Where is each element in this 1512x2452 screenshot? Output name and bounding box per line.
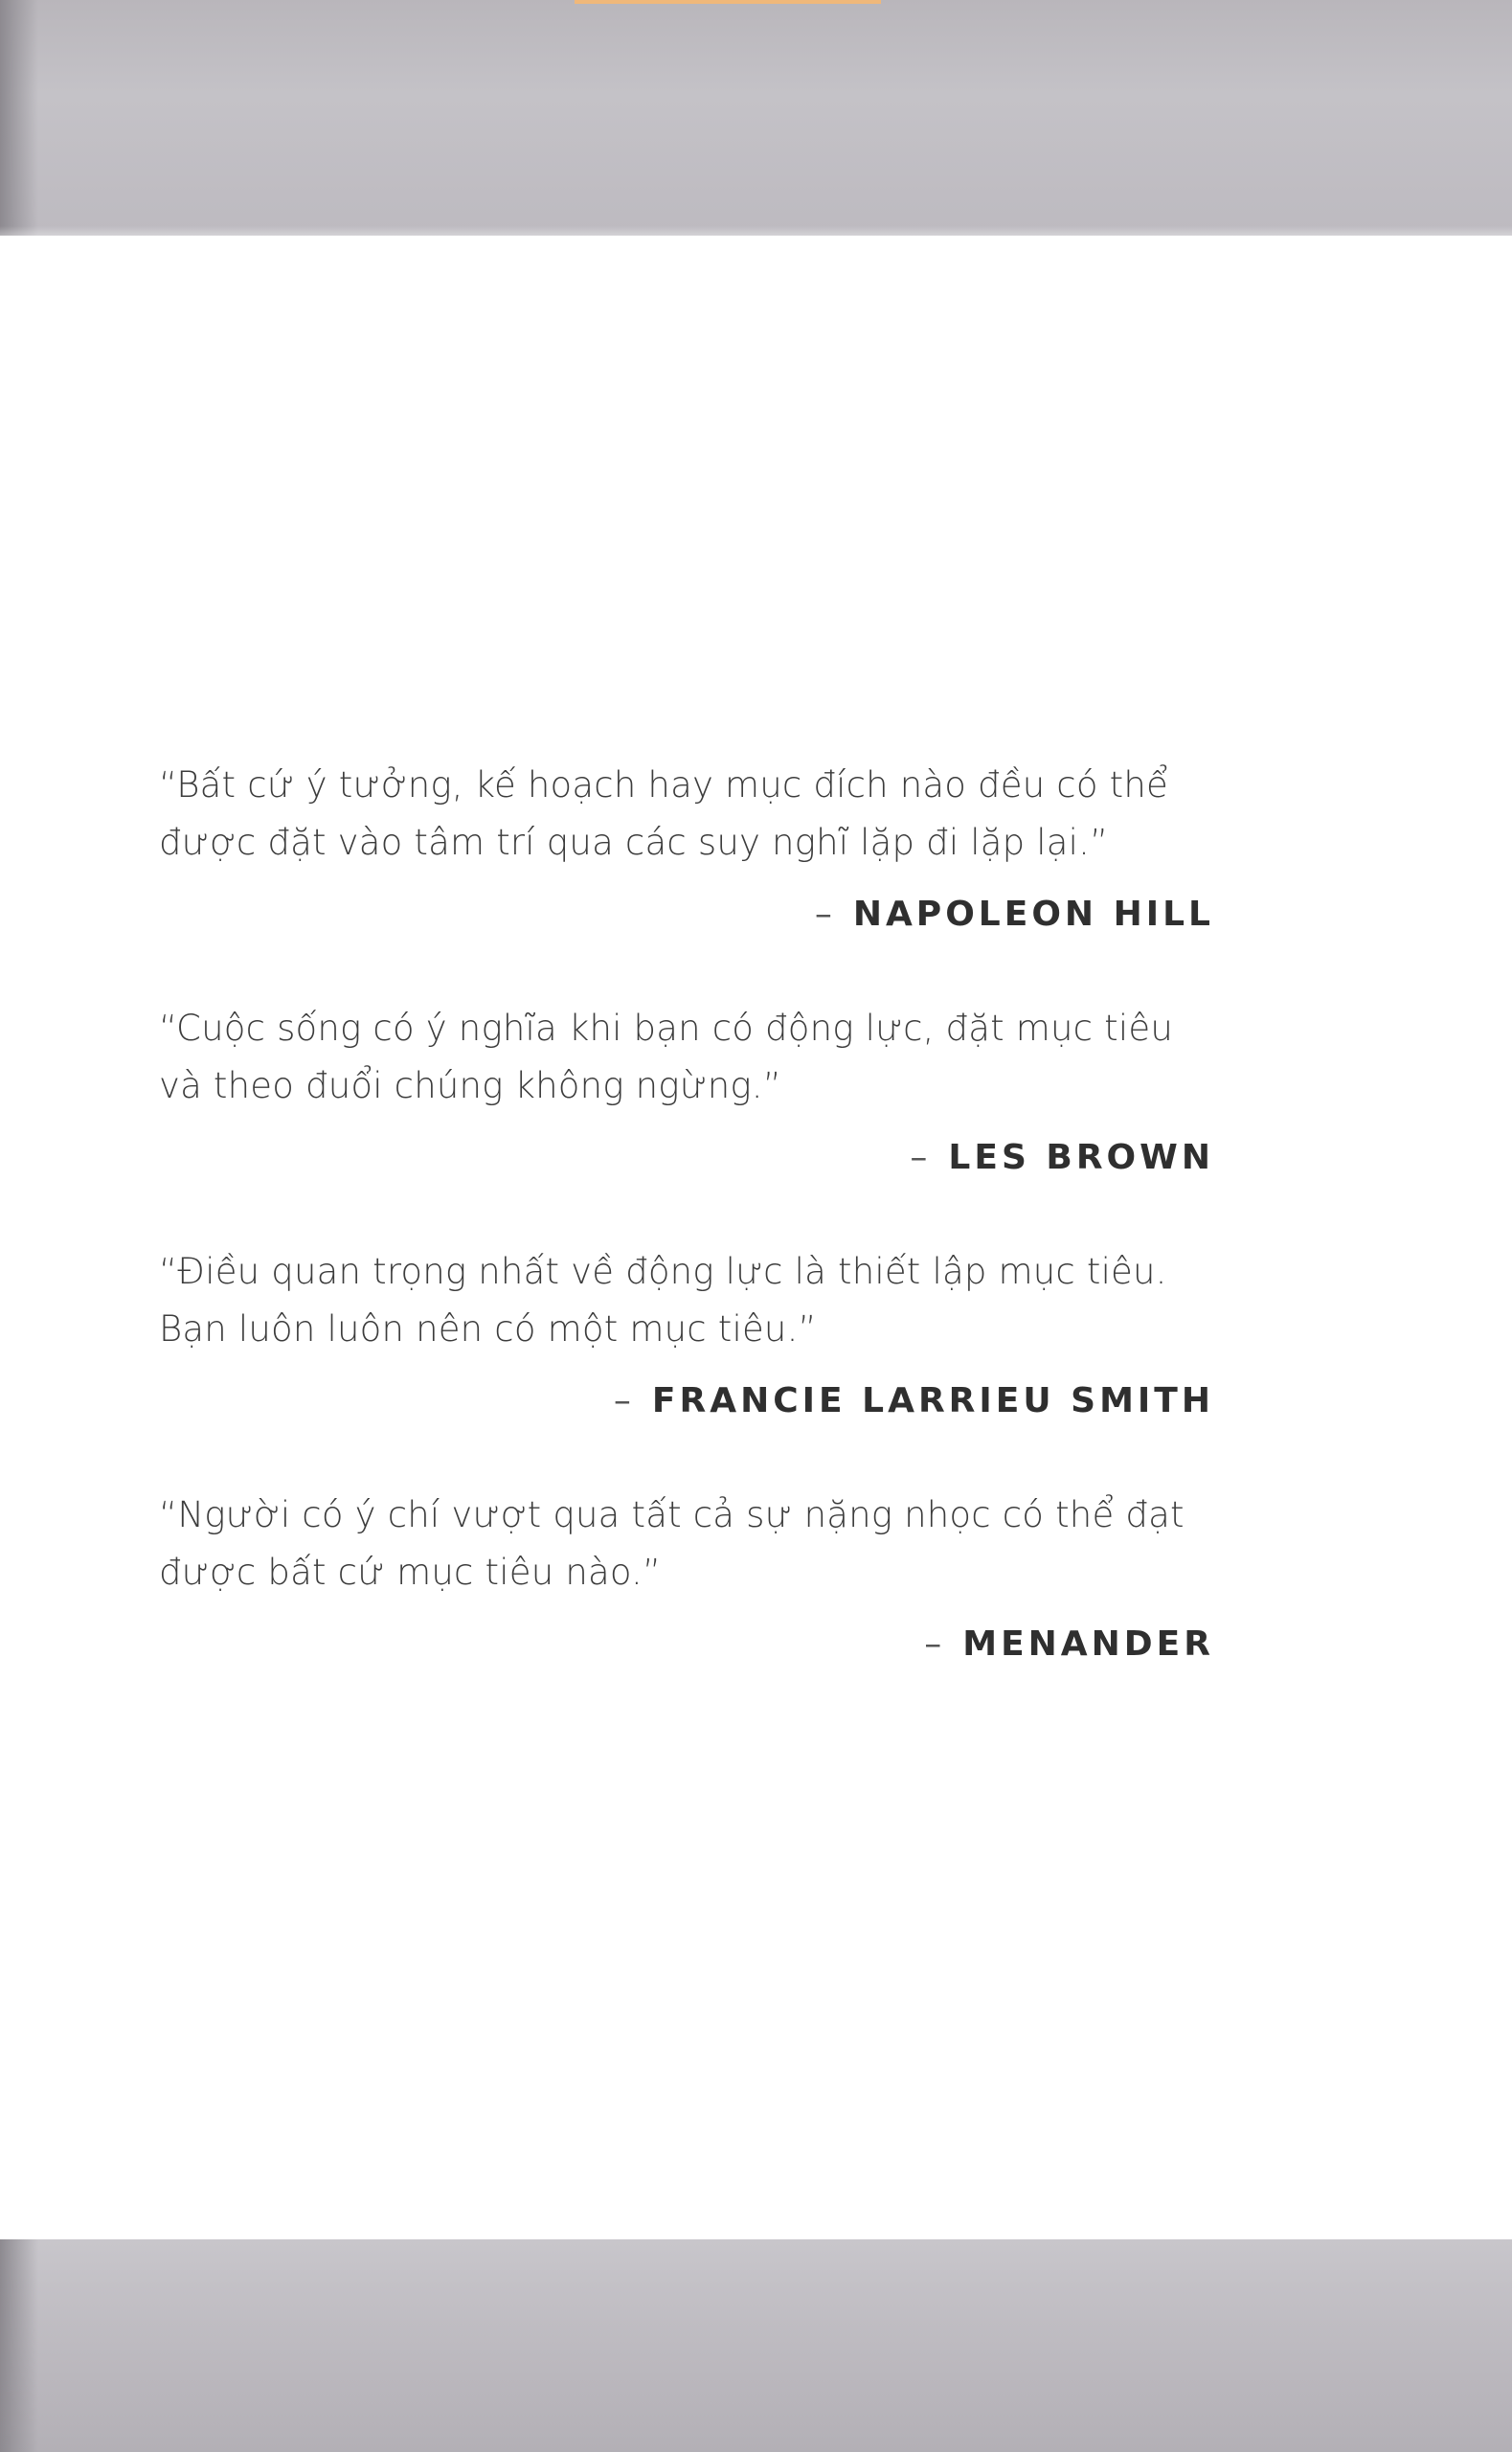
quote-author <box>159 1623 1214 1667</box>
author-name: NAPOLEON HILL <box>852 895 1214 934</box>
quote-author <box>159 893 1214 937</box>
bottom-page-band <box>0 2239 1512 2452</box>
author-dash: – <box>924 1624 946 1664</box>
quote-block <box>159 1243 1214 1423</box>
quote-author <box>159 1136 1214 1180</box>
quote-text: “Cuộc sống có ý nghĩa khi bạn có động lực, đặt mục tiêu và theo đuổi chúng không ngừng.” <box>159 1008 1173 1106</box>
quote-text: “Bất cứ ý tưởng, kế hoạch hay mục đích nào đều có thể được đặt vào tâm trí qua các suy nghĩ lặp đi lặp lại.” <box>159 764 1168 863</box>
quotes-section <box>159 757 1214 1730</box>
quote-author <box>159 1379 1214 1423</box>
cover-edge-strip <box>575 0 881 4</box>
quote-block <box>159 1000 1214 1180</box>
quote-text: “Người có ý chí vượt qua tất cả sự nặng nhọc có thể đạt được bất cứ mục tiêu nào.” <box>159 1494 1185 1593</box>
author-dash: – <box>613 1381 635 1420</box>
quote-block <box>159 1487 1214 1667</box>
author-dash: – <box>814 895 836 934</box>
top-page-band <box>0 0 1512 236</box>
quote-text: “Điều quan trọng nhất về động lực là thiết lập mục tiêu. Bạn luôn luôn nên có một mục tiêu.” <box>159 1251 1167 1350</box>
author-name: MENANDER <box>962 1624 1214 1664</box>
author-dash: – <box>910 1138 932 1177</box>
author-name: FRANCIE LARRIEU SMITH <box>651 1381 1214 1420</box>
author-name: LES BROWN <box>948 1138 1214 1177</box>
quote-block <box>159 757 1214 937</box>
